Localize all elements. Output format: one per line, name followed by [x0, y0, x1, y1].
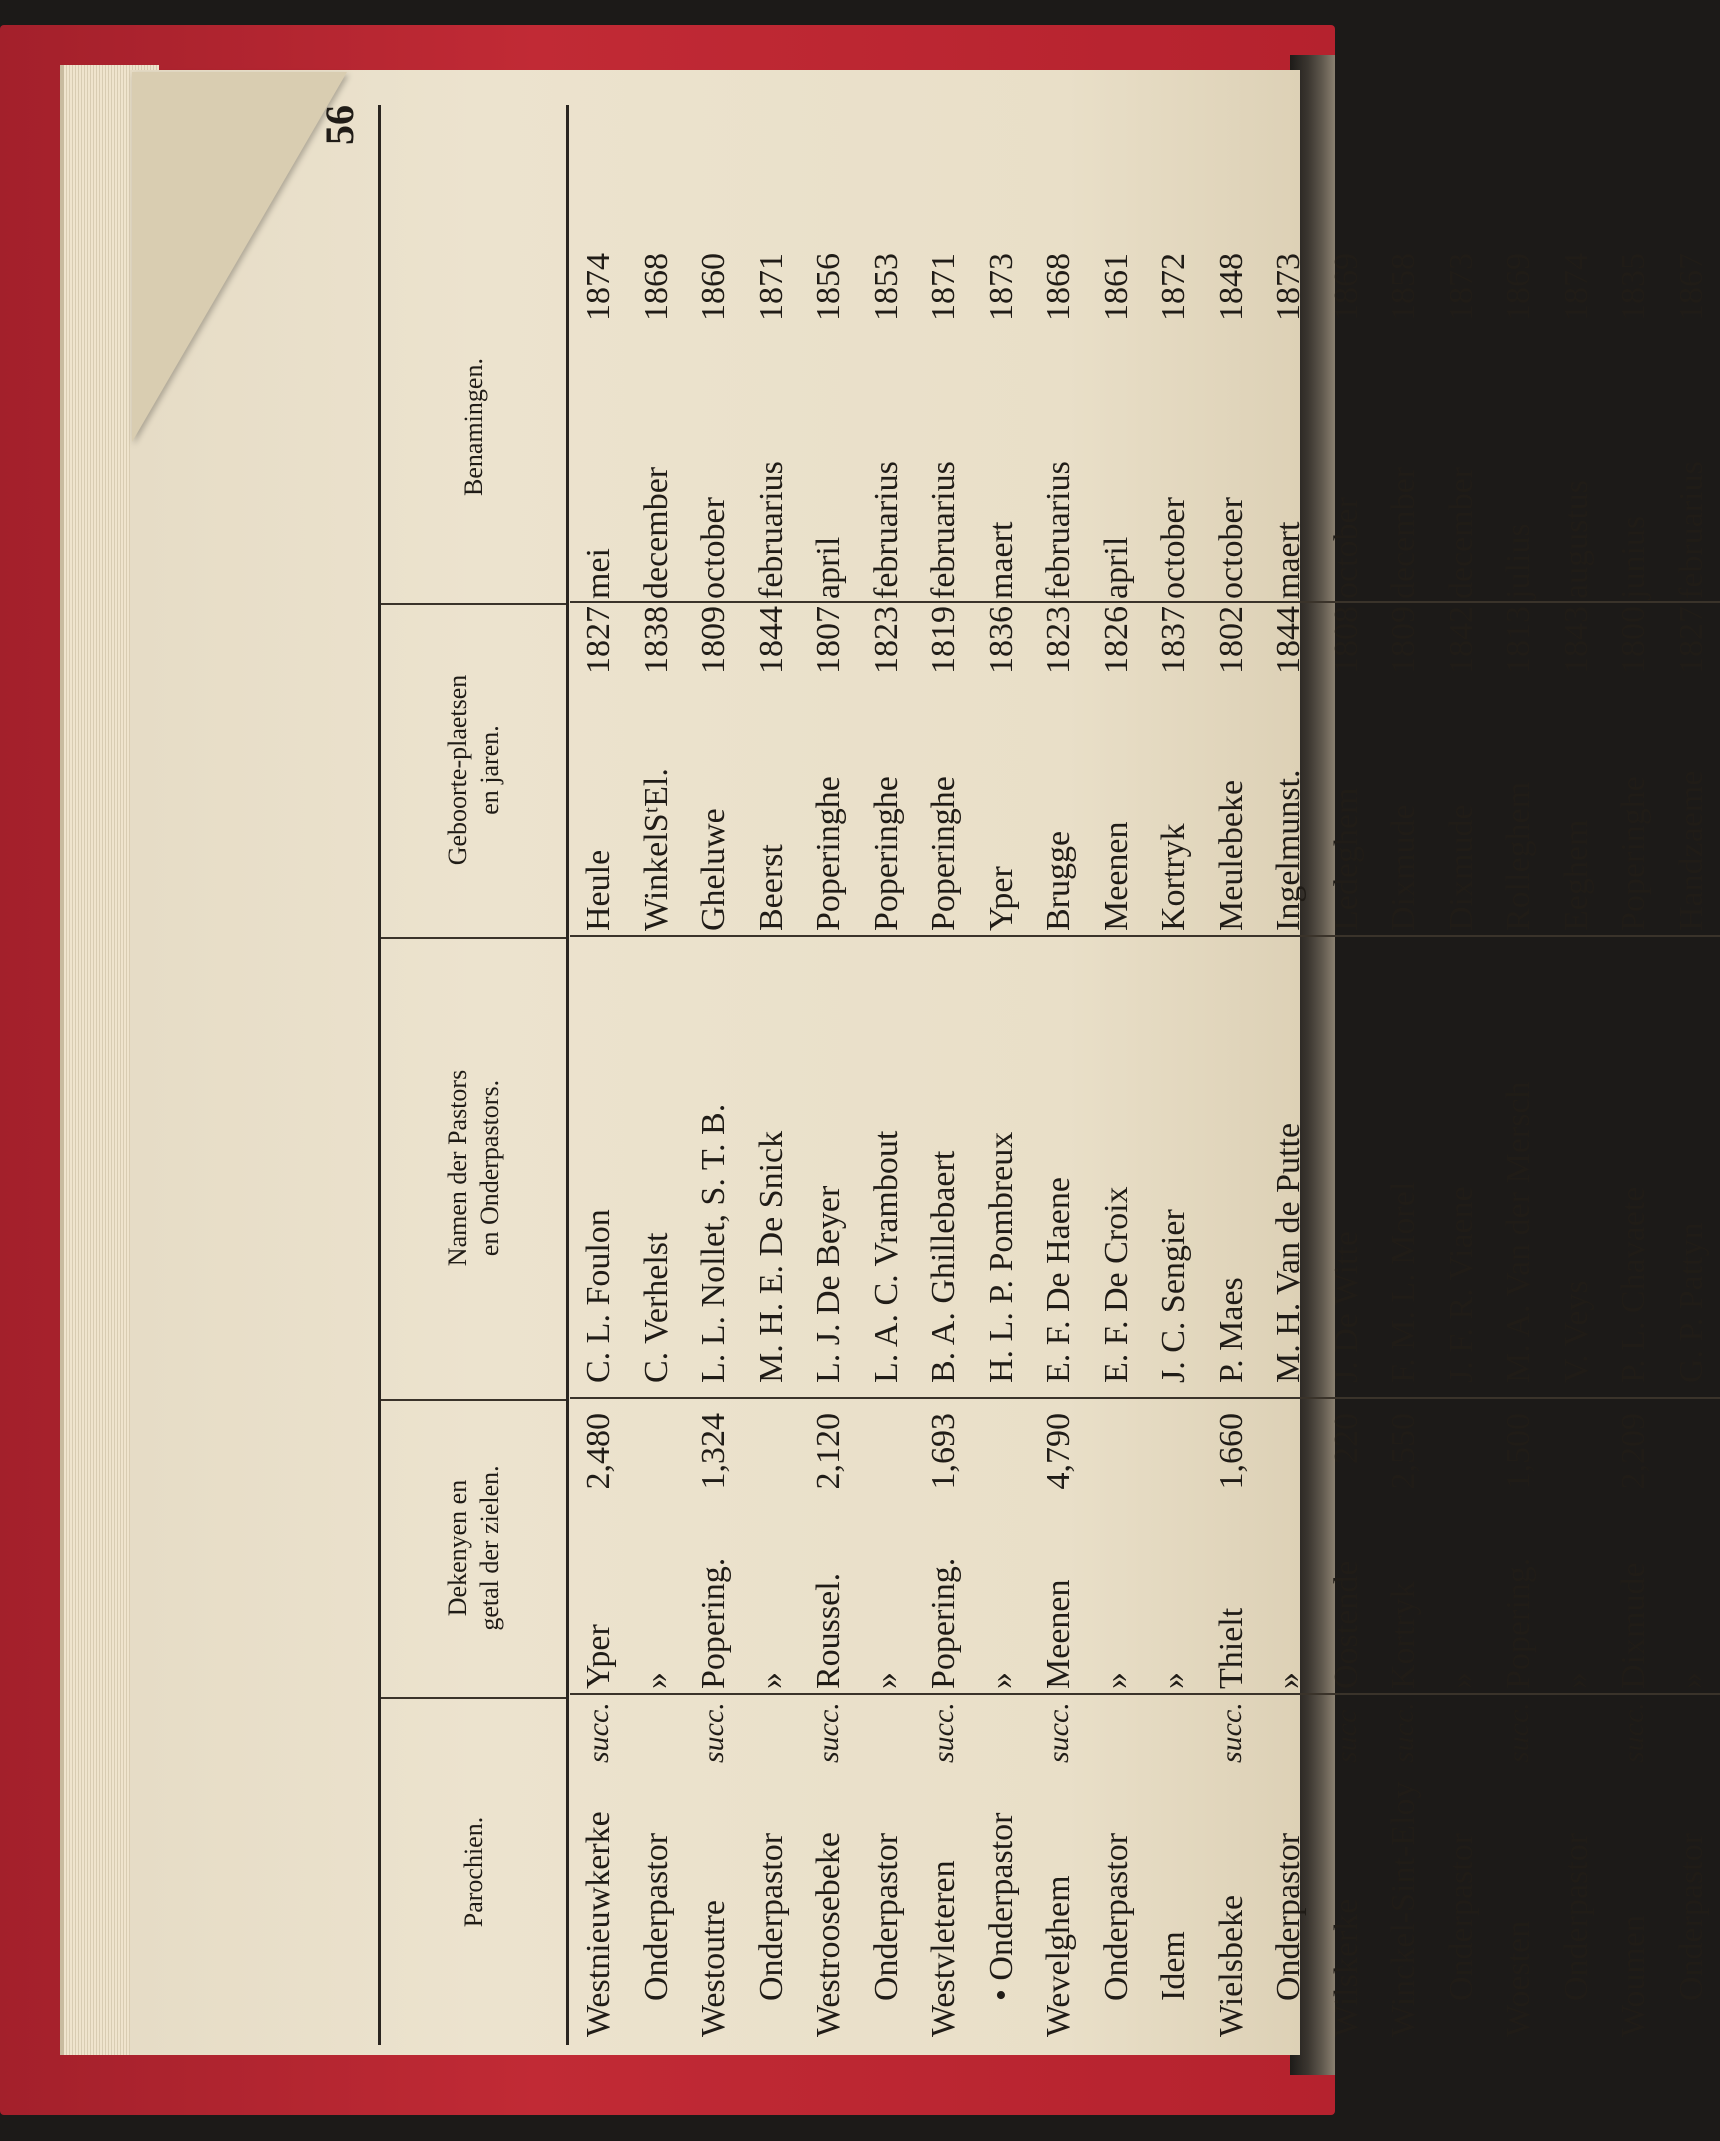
table-row [628, 105, 686, 2045]
column-rule [1203, 1397, 1261, 1399]
pastor-cell: M. A. Van der Mersch [1500, 1081, 1537, 1383]
parish-cell: Onderpastor [637, 1832, 675, 2001]
pastor-cell: E. F. De Haene [1040, 1177, 1077, 1383]
column-rule [915, 1693, 973, 1695]
succ-cell [1433, 1705, 1491, 1763]
header-birth: Geboorte-plaetsen en jaren. [381, 603, 566, 939]
appointment-year-cell: 1873 [982, 253, 1020, 321]
appointment-year-cell: 1874 [580, 253, 617, 321]
birthplace-cell: Poperinghe [925, 776, 962, 931]
birth-year-cell: 1807 [810, 606, 847, 674]
birthplace-cell: Dixmude [1442, 804, 1480, 931]
souls-cell [743, 1413, 801, 1525]
birth-year-cell: 1844 [752, 606, 790, 674]
pastor-cell: P. L. Chavaete [1615, 1186, 1652, 1383]
souls-cell [628, 1413, 686, 1525]
succ-cell [743, 1705, 801, 1763]
appointment-year-cell: 1861 [1097, 253, 1135, 321]
column-rule [1605, 601, 1663, 603]
appointment-month-cell: april [810, 536, 847, 599]
column-rule [1030, 601, 1088, 603]
deanery-cell: » [1672, 1672, 1710, 1689]
column-rule [1145, 935, 1203, 937]
rotated-page-content [310, 105, 1710, 2045]
pastor-cell: J. F. R. Viaene [1442, 1186, 1480, 1383]
birth-year-cell: 1842 [1442, 606, 1480, 674]
deanery-cell: » [1270, 1672, 1307, 1689]
deanery-cell: » [637, 1672, 675, 1689]
birthplace-cell: Meulebeke [1212, 779, 1250, 931]
table-row [743, 105, 801, 2045]
column-rule [915, 935, 973, 937]
birth-year-cell: 1838 [637, 606, 675, 674]
succ-cell: succ. [1042, 1702, 1075, 1763]
appointment-year-cell: 1874 [1557, 253, 1595, 321]
table-row [1548, 105, 1606, 2045]
birthplace-cell: Ledeghem [1327, 787, 1365, 931]
table-row [685, 105, 743, 2045]
appointment-month-cell: october [1155, 497, 1192, 599]
birth-year-cell: 1837 [1155, 606, 1192, 674]
souls-cell: 2,209 [1615, 1413, 1652, 1490]
appointment-year-cell: 1853 [867, 253, 905, 321]
birthplace-cell: Poperinghe [867, 776, 905, 931]
succ-cell: succ. [697, 1702, 730, 1763]
deanery-cell: » [1557, 1672, 1595, 1689]
column-rule [743, 935, 801, 937]
pastor-cell: L. L. Nollet, S. T. B. [695, 1103, 732, 1383]
birth-year-cell: 1827 [580, 606, 617, 674]
table-row [1433, 105, 1491, 2045]
souls-cell: 1,660 [1212, 1413, 1250, 1490]
parish-cell: Westnieuwkerke [580, 1811, 617, 2037]
column-rule [1375, 601, 1433, 603]
succ-cell [858, 1705, 916, 1763]
birth-year-cell: 1813 [1500, 606, 1537, 674]
appointment-year-cell: 1873 [1270, 253, 1307, 321]
column-rule [1490, 601, 1548, 603]
column-rule [858, 601, 916, 603]
column-rule [685, 1397, 743, 1399]
birthplace-cell: Meenen [1097, 821, 1135, 931]
parish-cell: Onderpastor [867, 1832, 905, 2001]
column-rule [973, 1693, 1031, 1695]
column-rule [628, 601, 686, 603]
birthplace-cell: Yper [982, 866, 1020, 931]
table-row [973, 105, 1031, 2045]
souls-cell: 220 [1327, 1413, 1365, 1464]
deanery-cell: » [982, 1672, 1020, 1689]
deanery-cell: Roussel. [810, 1572, 847, 1689]
column-rule [1663, 1693, 1720, 1695]
column-rule [1088, 1693, 1146, 1695]
column-rule [800, 935, 858, 937]
column-rule [858, 1693, 916, 1695]
table-row [1203, 105, 1261, 2045]
parish-cell: Idem [1155, 1931, 1192, 2001]
souls-cell: 2,120 [810, 1413, 847, 1490]
birth-year-cell: 1809 [1385, 606, 1422, 674]
appointment-month-cell: mei [580, 548, 617, 599]
pastor-cell: M. H. Van de Putte [1270, 1122, 1307, 1383]
column-rule [1663, 1397, 1720, 1399]
succ-cell: succ. [1387, 1702, 1420, 1763]
pastor-cell: C. Verhelst [637, 1232, 675, 1383]
column-rule [800, 1693, 858, 1695]
column-rule [685, 601, 743, 603]
souls-cell [1433, 1413, 1491, 1525]
parish-cell: Onderpastor [1557, 1832, 1595, 2001]
birth-year-cell: 1809 [695, 606, 732, 674]
table-row [1030, 105, 1088, 2045]
parish-cell: Onderpastor [1442, 1832, 1480, 2001]
souls-cell [1548, 1413, 1606, 1525]
column-rule [1605, 1397, 1663, 1399]
deanery-cell: » [1442, 1672, 1480, 1689]
column-rule [1318, 1397, 1376, 1399]
appointment-year-cell: 1872 [1155, 253, 1192, 321]
pastor-cell: B. A. Ghillebaert [925, 1150, 962, 1383]
appointment-year-cell: 1871 [752, 253, 790, 321]
appointment-month-cell: julius [1500, 523, 1537, 599]
appointment-month-cell: december [1442, 466, 1480, 599]
parish-cell: Onderpastor [752, 1832, 790, 2001]
parish-cell: Westroosebeke [810, 1832, 847, 2037]
birth-year-cell: 1844 [1270, 606, 1307, 674]
pastor-cell: E. F. De Croix [1097, 1186, 1135, 1383]
column-rule [1260, 1397, 1318, 1399]
pastor-cell: V. Veys [1557, 1280, 1595, 1383]
birthplace-cell: Kortryk [1155, 823, 1192, 931]
succ-cell: succ. [582, 1702, 615, 1763]
succ-cell: succ. [812, 1702, 845, 1763]
column-rule [858, 935, 916, 937]
column-rule [685, 935, 743, 937]
pastor-cell: H. L. P. Pombreux [982, 1131, 1020, 1383]
column-rule [1088, 1397, 1146, 1399]
souls-cell [1145, 1413, 1203, 1525]
souls-cell: 1,500 [1500, 1413, 1537, 1490]
appointment-year-cell: 1848 [1212, 253, 1250, 321]
pastor-cell: G. P. Pattyn [1672, 1222, 1710, 1383]
parish-cell: Onderpastor [1672, 1832, 1710, 2001]
souls-cell [1088, 1413, 1146, 1525]
souls-cell: 4,790 [1040, 1413, 1077, 1490]
deanery-cell: » [1155, 1672, 1192, 1689]
table-row [800, 105, 858, 2045]
parish-cell: Westvleteren [925, 1860, 962, 2037]
birth-year-cell: 1823 [867, 606, 905, 674]
parish-cell: • Onderpastor [982, 1812, 1020, 2001]
pastor-cell: M. H. E. De Snick [752, 1130, 790, 1383]
table-row [1318, 105, 1376, 2045]
table-row [1490, 105, 1548, 2045]
appointment-year-cell: 1868 [1040, 253, 1077, 321]
parish-cell: Winckel-Sint-Eloy [1385, 1781, 1422, 2037]
column-rule [1375, 1397, 1433, 1399]
birthplace-cell: Handzaeme [1672, 770, 1710, 931]
column-rule [1260, 601, 1318, 603]
deanery-cell: Dixmude [1615, 1562, 1652, 1689]
table-row [915, 105, 973, 2045]
column-rule [973, 1397, 1031, 1399]
succ-cell [1663, 1705, 1720, 1763]
birth-year-cell: 1800 [1615, 606, 1652, 674]
column-rule [628, 1397, 686, 1399]
column-rule [570, 1397, 628, 1399]
column-rule [1260, 1693, 1318, 1695]
column-rule [1490, 935, 1548, 937]
column-rule [1318, 935, 1376, 937]
souls-cell: 1,693 [925, 1413, 962, 1490]
birth-year-cell: 1802 [1212, 606, 1250, 674]
column-rule [1548, 935, 1606, 937]
birth-year-cell: 1808 [1327, 606, 1365, 674]
birth-year-cell: 1827 [1672, 606, 1710, 674]
deanery-cell: Meenen [1040, 1579, 1077, 1689]
appointment-month-cell: februarius [925, 461, 962, 599]
pastor-cell: P. Maes [1212, 1277, 1250, 1383]
column-rule [973, 935, 1031, 937]
column-rule [1030, 935, 1088, 937]
column-rule [1088, 935, 1146, 937]
column-rule [570, 601, 628, 603]
birthplace-cell: Eeghem [1557, 819, 1595, 931]
column-rule [1318, 601, 1376, 603]
succ-cell [1260, 1705, 1318, 1763]
column-rule [570, 935, 628, 937]
birth-year-cell: 1836 [982, 606, 1020, 674]
column-rule [1375, 935, 1433, 937]
souls-cell [858, 1413, 916, 1525]
succ-cell: succ. [1502, 1702, 1535, 1763]
column-rule [1663, 935, 1720, 937]
appointment-year-cell: 1858 [1385, 253, 1422, 321]
column-rule [1663, 601, 1720, 603]
pastor-cell: L. J. De Beyer [810, 1185, 847, 1383]
souls-cell [1663, 1413, 1720, 1525]
deanery-cell: Oostende [1327, 1560, 1365, 1689]
appointment-year-cell: 1869 [1327, 253, 1365, 321]
birthplace-cell: Rolleghem [1500, 781, 1537, 931]
souls-cell: 1,324 [695, 1413, 732, 1490]
deanery-cell: » [1097, 1672, 1135, 1689]
appointment-month-cell: augustus [1557, 480, 1595, 599]
column-rule [1548, 601, 1606, 603]
appointment-year-cell: 1856 [810, 253, 847, 321]
appointment-month-cell: maert [982, 521, 1020, 599]
appointment-month-cell: october [1327, 497, 1365, 599]
column-rule [973, 601, 1031, 603]
succ-cell [1088, 1705, 1146, 1763]
birth-year-cell: 1826 [1097, 606, 1135, 674]
birthplace-cell: Beerst [752, 844, 790, 931]
header-parish: Parochien. [458, 1816, 488, 1928]
birth-year-cell: 1819 [925, 606, 962, 674]
table-row [1088, 105, 1146, 2045]
parish-cell: Onderpastor [1270, 1832, 1307, 2001]
column-rule [800, 601, 858, 603]
deanery-cell: » [752, 1672, 790, 1689]
parish-cell: Woesten [1500, 1920, 1537, 2037]
appointment-year-cell: 1867 [1672, 253, 1710, 321]
birthplace-cell: Brugge [1040, 830, 1077, 931]
succ-cell [1145, 1705, 1203, 1763]
deanery-cell: Popering. [1500, 1557, 1537, 1689]
appointment-year-cell: 1869 [1500, 253, 1537, 321]
souls-cell [1260, 1413, 1318, 1525]
succ-cell [973, 1705, 1031, 1763]
deanery-cell: Yper [580, 1624, 617, 1689]
column-rule [1145, 601, 1203, 603]
birthplace-cell: Ingelmunst. [1270, 769, 1307, 931]
column-rule [1260, 935, 1318, 937]
birthplace-cell: Dixmude [1385, 804, 1422, 931]
deanery-cell: » [867, 1672, 905, 1689]
deanery-cell: Popering. [925, 1557, 962, 1689]
column-rule [858, 1397, 916, 1399]
column-rule [1605, 1693, 1663, 1695]
succ-cell [1548, 1705, 1606, 1763]
parish-cell: Woumen [1615, 1915, 1652, 2037]
pastor-cell: J. C. Sengier [1155, 1209, 1192, 1383]
souls-cell: 2,480 [580, 1413, 617, 1490]
column-rule [1203, 935, 1261, 937]
header-names: Namen der Pastors en Onderpastors. [381, 937, 566, 1401]
column-rule [1203, 1693, 1261, 1695]
column-rule [628, 1693, 686, 1695]
appointment-month-cell: februarius [752, 461, 790, 599]
column-rule [915, 601, 973, 603]
parish-cell: Wielsbeke [1212, 1894, 1250, 2037]
birthplace-cell: Poperinghe [810, 776, 847, 931]
souls-cell: 2,550 [1385, 1413, 1422, 1490]
column-rule [1145, 1397, 1203, 1399]
column-rule [1433, 1397, 1491, 1399]
appointment-year-cell: 1873 [1442, 253, 1480, 321]
column-rule [915, 1397, 973, 1399]
column-rule [1203, 601, 1261, 603]
birth-year-cell: 1843 [1557, 606, 1595, 674]
column-rule [685, 1693, 743, 1695]
appointment-month-cell: december [637, 466, 675, 599]
table-row [1375, 105, 1433, 2045]
column-rule [1318, 1693, 1376, 1695]
deanery-cell: Kortryk [1385, 1581, 1422, 1689]
parish-cell: Wilskerke [1327, 1898, 1365, 2037]
parish-cell: Onderpastor [1097, 1832, 1135, 2001]
table-row [1260, 105, 1318, 2045]
pastor-cell: J. De Witte [1327, 1231, 1365, 1383]
souls-cell [973, 1413, 1031, 1525]
appointment-month-cell: april [1097, 536, 1135, 599]
succ-cell: succ [1329, 1709, 1363, 1763]
header-appointments: Benamingen. [381, 251, 566, 605]
column-rule [800, 1397, 858, 1399]
column-rule [1548, 1397, 1606, 1399]
column-rule [1030, 1693, 1088, 1695]
succ-cell: succ. [1214, 1702, 1248, 1763]
parish-cell: Westoutre [695, 1900, 732, 2037]
table-body [570, 105, 1720, 2045]
column-rule [1490, 1397, 1548, 1399]
column-rule [743, 601, 801, 603]
birth-year-cell: 1823 [1040, 606, 1077, 674]
column-rule [1433, 935, 1491, 937]
table-header [378, 105, 569, 2045]
header-deanery: Dekenyen en getal der zielen. [381, 1399, 566, 1699]
appointment-year-cell: 1835 [1615, 253, 1652, 321]
appointment-month-cell: februarius [867, 461, 905, 599]
pastor-cell: C. L. Foulon [580, 1209, 617, 1383]
column-rule [1548, 1693, 1606, 1695]
column-rule [1433, 601, 1491, 603]
column-rule [1605, 935, 1663, 937]
column-rule [743, 1693, 801, 1695]
appointment-year-cell: 1871 [925, 253, 962, 321]
column-rule [570, 1693, 628, 1695]
pastor-cell: F. M. L. Morel [1385, 1181, 1422, 1383]
table-row [858, 105, 916, 2045]
column-rule [1375, 1693, 1433, 1695]
pastor-cell: L. A. C. Vrambout [867, 1130, 905, 1383]
table-row [1663, 105, 1720, 2045]
column-rule [743, 1397, 801, 1399]
table-row [1145, 105, 1203, 2045]
deanery-cell: Thielt [1212, 1607, 1250, 1689]
appointment-month-cell: maert [1270, 521, 1307, 599]
succ-cell [628, 1705, 686, 1763]
page-number: 56 [317, 105, 362, 145]
appointment-month-cell: december [1385, 466, 1422, 599]
appointment-year-cell: 1860 [695, 253, 732, 321]
succ-cell: succ. [1617, 1702, 1650, 1763]
birthplace-cell: WinkelSᵗEl. [637, 768, 675, 931]
birthplace-cell: Poperinghe [1615, 776, 1652, 931]
column-rule [1490, 1693, 1548, 1695]
succ-cell: succ. [927, 1702, 960, 1763]
deanery-cell: Popering. [695, 1557, 732, 1689]
appointment-year-cell: 1868 [637, 253, 675, 321]
appointment-month-cell: junius [1615, 515, 1652, 599]
appointment-month-cell: februarius [1040, 461, 1077, 599]
birthplace-cell: Heule [580, 849, 617, 931]
parish-cell: Wevelghem [1040, 1875, 1077, 2037]
table-row [1605, 105, 1663, 2045]
column-rule [628, 935, 686, 937]
column-rule [1088, 601, 1146, 603]
column-rule [1145, 1693, 1203, 1695]
appointment-month-cell: october [1212, 497, 1250, 599]
appointment-month-cell: october [695, 497, 732, 599]
appointment-month-cell: februarius [1672, 461, 1710, 599]
birthplace-cell: Gheluwe [695, 808, 732, 931]
column-rule [1030, 1397, 1088, 1399]
column-rule [1433, 1693, 1491, 1695]
table-row [570, 105, 628, 2045]
